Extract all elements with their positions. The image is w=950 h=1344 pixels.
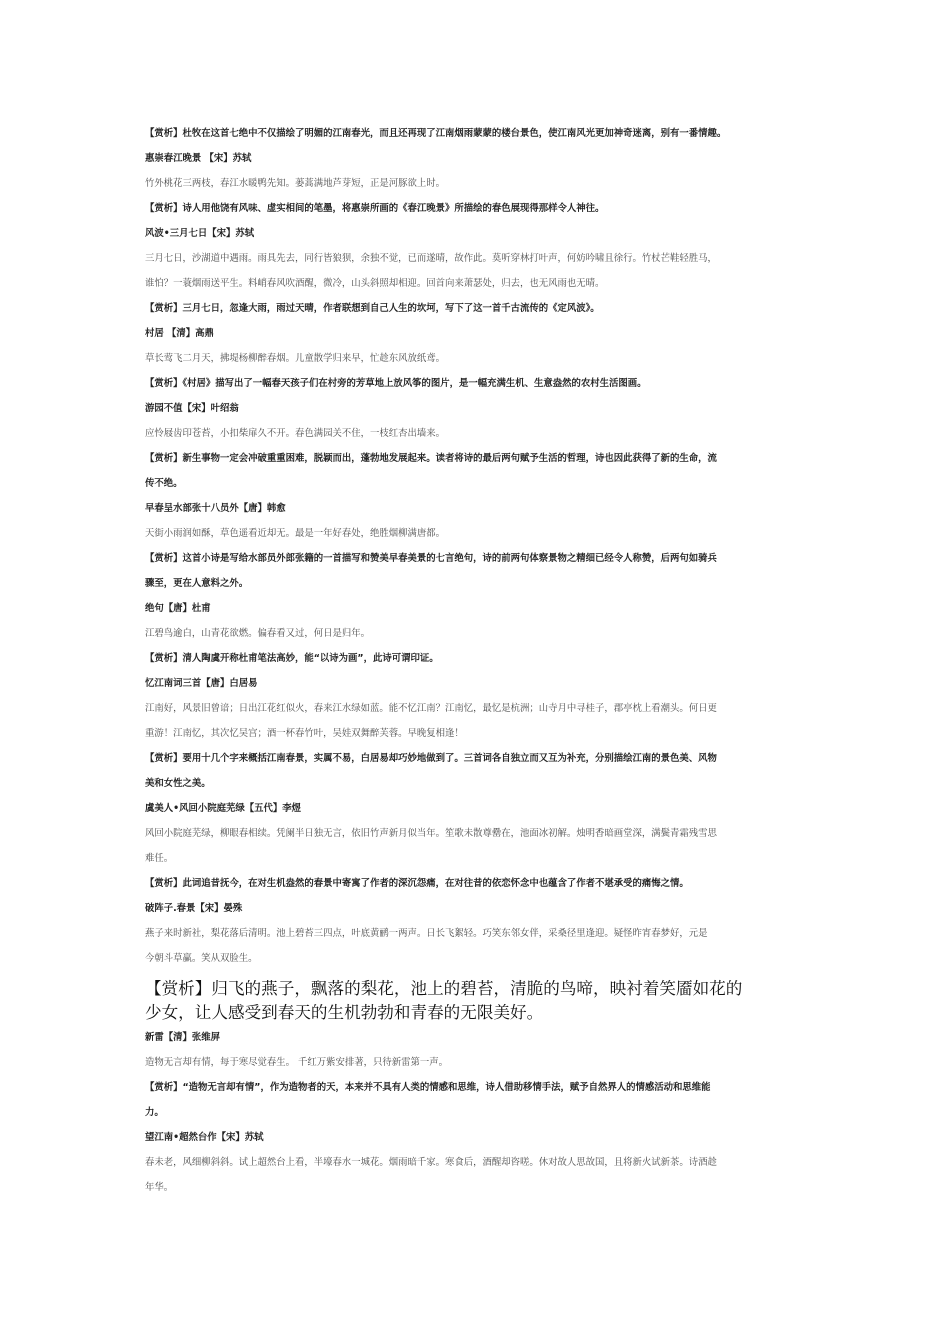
text-line: 新雷【清】张维屏 xyxy=(145,1032,221,1043)
text-line: 造物无言却有情，每于寒尽觉春生。 千红万紫安排著，只待新雷第一声。 xyxy=(145,1057,448,1068)
poem-text xyxy=(145,1150,810,1200)
text-line: 破阵子.春景【宋】晏殊 xyxy=(145,903,243,914)
text-line: 竹外桃花三两枝，春江水暖鸭先知。蒌蒿满地芦芽短，正是河豚欲上时。 xyxy=(145,178,446,189)
commentary-paragraph xyxy=(145,196,810,221)
poem-title xyxy=(145,496,810,521)
document-body xyxy=(145,121,810,1200)
text-line: 草长莺飞二月天，拂堤杨柳醉春烟。儿童散学归来早，忙趁东风放纸鸢。 xyxy=(145,353,446,364)
text-line: 【赏析】“造物无言却有情”，作为造物者的天，本来并不具有人类的情感和思维，诗人借助移情手法，赋予自然界人的情感活动和思维能 xyxy=(145,1082,711,1093)
text-line: 【赏析】新生事物一定会冲破重重困难，脱颖而出，蓬勃地发展起来。读者将诗的最后两句赋予生活的哲理，诗也因此获得了新的生命，流 xyxy=(145,453,717,464)
text-line: 重游！江南忆，其次忆吴宫；酒一杯春竹叶，吴娃双舞醉芙蓉。早晚复相逢！ xyxy=(145,728,464,739)
poem-text xyxy=(145,171,810,196)
text-line: 今朝斗草赢。笑从双脸生。 xyxy=(145,953,258,964)
text-line: 难任。 xyxy=(145,853,174,864)
text-line: 【赏析】三月七日，忽逢大雨，雨过天晴，作者联想到自己人生的坎坷，写下了这一首千古流传的《定风波》。 xyxy=(145,303,600,314)
poem-text xyxy=(145,1050,810,1075)
text-line: 春未老，风细柳斜斜。试上超然台上看，半壕春水一城花。烟雨暗千家。寒食后，酒醒却咨嗟。休对故人思故国，且将新火试新茶。诗酒趁 xyxy=(145,1157,717,1168)
poem-title xyxy=(145,596,810,621)
commentary-paragraph xyxy=(145,871,810,896)
poem-text xyxy=(145,246,810,296)
text-line: 绝句【唐】杜甫 xyxy=(145,603,211,614)
text-line: 美和女性之美。 xyxy=(145,778,211,789)
poem-text xyxy=(145,621,810,646)
text-line: 【赏析】杜牧在这首七绝中不仅描绘了明媚的江南春光，而且还再现了江南烟雨蒙蒙的楼台景色，使江南风光更加神奇迷离，别有一番情趣。 xyxy=(145,128,727,139)
poem-title xyxy=(145,1125,810,1150)
text-line: 游园不值【宋】叶绍翁 xyxy=(145,403,239,414)
commentary-paragraph xyxy=(145,296,810,321)
text-line: 燕子来时新社，梨花落后清明。池上碧苔三四点，叶底黄鹂一两声。日长飞絮轻。巧笑东邻女伴，采桑径里逢迎。疑怪昨宵春梦好，元是 xyxy=(145,928,708,939)
poem-text xyxy=(145,521,810,546)
text-line: 【赏析】清人陶虞开称杜甫笔法高妙，能“以诗为画”，此诗可谓印证。 xyxy=(145,653,439,664)
text-line: 【赏析】要用十几个字来概括江南春景，实属不易，白居易却巧妙地做到了。三首词各自独立而又互为补充，分别描绘江南的景色美、风物 xyxy=(145,753,717,764)
text-line: 忆江南词三首【唐】白居易 xyxy=(145,678,258,689)
commentary-large-paragraph xyxy=(145,977,810,1025)
text-line: 惠崇春江晚景 【宋】苏轼 xyxy=(145,153,252,164)
text-line: 望江南•超然台作【宋】苏轼 xyxy=(145,1132,264,1143)
text-line: 三月七日，沙湖道中遇雨。雨具先去，同行皆狼狈，余独不觉，已而遂晴，故作此。莫听穿林打叶声，何妨吟啸且徐行。竹杖芒鞋轻胜马， xyxy=(145,253,717,264)
text-line: 村居 【清】高鼎 xyxy=(145,328,214,339)
text-line: 虞美人•风回小院庭芜绿【五代】李煜 xyxy=(145,803,301,814)
poem-title xyxy=(145,221,810,246)
text-line: 天街小雨润如酥，草色遥看近却无。最是一年好春处，绝胜烟柳满唐都。 xyxy=(145,528,446,539)
poem-title xyxy=(145,396,810,421)
commentary-paragraph xyxy=(145,371,810,396)
commentary-paragraph xyxy=(145,546,810,596)
poem-text xyxy=(145,696,810,746)
text-line: 【赏析】这首小诗是写给水部员外郎张籍的一首描写和赞美早春美景的七言绝句，诗的前两句体察景物之精细已经令人称赞，后两句如骑兵 xyxy=(145,553,717,564)
commentary-paragraph xyxy=(145,746,810,796)
text-line: 早春呈水部张十八员外【唐】韩愈 xyxy=(145,503,286,514)
text-line: 江南好，风景旧曾谙；日出江花红似火，春来江水绿如蓝。能不忆江南？江南忆，最忆是杭洲；山寺月中寻桂子，郡亭枕上看潮头。何日更 xyxy=(145,703,717,714)
text-line: 风回小院庭芜绿，柳眼春相续。凭阑半日独无言，依旧竹声新月似当年。笙歌未散尊罍在，池面冰初解。烛明香暗画堂深，满鬓青霜残雪思 xyxy=(145,828,717,839)
text-line: 传不绝。 xyxy=(145,478,183,489)
text-line: 风波•三月七日【宋】苏轼 xyxy=(145,228,255,239)
poem-text xyxy=(145,346,810,371)
text-line: 少女，让人感受到春天的生机勃勃和青春的无限美好。 xyxy=(145,1003,544,1022)
commentary-paragraph xyxy=(145,446,810,496)
poem-title xyxy=(145,1025,810,1050)
text-line: 【赏析】诗人用他饶有风味、虚实相间的笔墨，将惠崇所画的《春江晚景》所描绘的春色展现得那样令人神往。 xyxy=(145,203,605,214)
poem-title xyxy=(145,146,810,171)
poem-text xyxy=(145,821,810,871)
text-line: 【赏析】归飞的燕子，飘落的梨花，池上的碧苔，清脆的鸟啼，映衬着笑靥如花的 xyxy=(145,979,743,998)
poem-text xyxy=(145,421,810,446)
text-line: 骤至，更在人意料之外。 xyxy=(145,578,249,589)
text-line: 【赏析】《村居》描写出了一幅春天孩子们在村旁的芳草地上放风筝的图片，是一幅充满生机、生意盎然的农村生活图画。 xyxy=(145,378,647,389)
text-line: 【赏析】此词追昔抚今，在对生机盎然的春景中寄寓了作者的深沉怨痛，在对往昔的依恋怀念中也蕴含了作者不堪承受的痛悔之情。 xyxy=(145,878,689,889)
text-line: 江碧鸟逾白，山青花欲燃。偏春看又过，何日是归年。 xyxy=(145,628,371,639)
text-line: 年华。 xyxy=(145,1182,174,1193)
poem-title xyxy=(145,671,810,696)
poem-title xyxy=(145,321,810,346)
poem-text xyxy=(145,921,810,971)
commentary-paragraph xyxy=(145,121,810,146)
text-line: 谁怕？一蓑烟雨送平生。料峭春风吹酒醒，微冷，山头斜照却相迎。回首向来萧瑟处，归去，也无风雨也无晴。 xyxy=(145,278,605,289)
text-line: 力。 xyxy=(145,1107,164,1118)
poem-title xyxy=(145,896,810,921)
commentary-paragraph xyxy=(145,1075,810,1125)
text-line: 应怜屐齿印苍苔，小扣柴扉久不开。春色满园关不住，一枝红杏出墙来。 xyxy=(145,428,446,439)
poem-title xyxy=(145,796,810,821)
commentary-paragraph xyxy=(145,646,810,671)
